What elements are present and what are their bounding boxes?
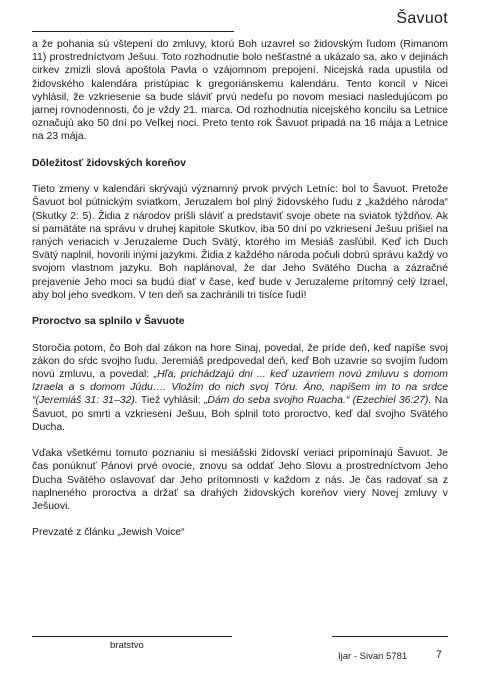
header-title: Šavuot <box>396 10 448 27</box>
paragraph-intro: a že pohania sú vštepení do zmluvy, ktorú Boh uzavrel so židovským ľudom (Rimanom 11) prostredníctvom Ješuu. Toto rozhodnutie bolo nešťastné a ukázalo sa, ako v dejinách cirkev zmizli slová apoštola Pavla o vzájomnom prepojení. Nicejská rada upustila od židovského kalendára pristúpiac k gregoriánskemu kalendáru. Tento koncil v Nicei vyhlásil, že vzkriesenie sa bude sláviť prvú nedeľu po novom mesiaci nasledujúcom po jarnej rovnodennosti, čo je vždy 21. marca. Od rozhodnutia nicejského koncilu sa Letnice označujú ako 50 dní po Veľkej noci. Preto tento rok Šavuot pripadá na 16 mája a Letnice na 23 mája. <box>32 39 448 143</box>
paragraph-roots: Tieto zmeny v kalendári skrývajú významný prvok prvých Letníc: bol to Šavuot. Pretože Šavuot bol pútnickým sviatkom, Jeruzalem bol plný židovského ľudu z „každého národa“ (Skutky 2: 5). Židia z národov prišli sláviť a predstaviť svoje obete na sviatok týždňov. Ak si pamätáte na správu v druhej kapitole Skutkov, iba 50 dní po vzkriesení Ješuu prišiel na raných veriacich v Jeruzaleme Duch Svätý, ktorého im Mesiáš zasľúbil. Keď ich Duch Svätý naplnil, hovorili inými jazykmi. Židia z každého národa počuli dobrú správu každý vo svojom vlastnom jazyku. Boh naplánoval, že dar Jeho Svätého Ducha a zázračné prejavenie Jeho moci sa budú diať v čase, keď bude v Jeruzaleme prítomný celý Izrael, aby bol jeho svedkom. V ten deň sa zachránili tri tisíce ľudí! <box>32 184 448 301</box>
footer-brand: bratstvo <box>110 640 144 651</box>
page-number: 7 <box>435 649 442 661</box>
quote-jeremiah: „Hľa, prichádzajú dni ... keď uzavriem novú zmluvu s domom Izraela a s domom Júdu…. Vložím do nich svoj Tóru. Áno, napíšem im to na srdce “(Jeremiáš 31: 31–32). <box>32 369 448 407</box>
footer-rule-right <box>332 636 448 637</box>
page-footer <box>32 634 448 664</box>
article-body <box>32 38 448 553</box>
page-header <box>32 10 448 34</box>
quote-ezekiel: „Dám do seba svojho Ruacha.“ (Ezechiel 36:27). <box>203 395 432 407</box>
header-rule <box>32 31 234 32</box>
prophecy-text-2: Tiež vyhlásil: <box>140 395 201 407</box>
source-note: Prevzaté z článku „Jewish Voice“ <box>32 527 185 539</box>
section-heading-prophecy: Proroctvo sa splnilo v Šavuote <box>32 316 185 328</box>
prophecy-text-1: Storočia potom, čo Boh dal zákon na hore Sinaj, povedal, že príde deň, keď napíše svoj zákon do sŕdc svojho ľudu. Jeremiáš predpovedal deň, keď Boh uzavrie so svojím ľudom novú zmluvu, a povedal: <box>32 342 448 381</box>
section-heading-roots: Dôležitosť židovských koreňov <box>32 157 187 169</box>
paragraph-conclusion: Vďaka všetkému tomuto poznaniu si mesiášski židovskí veriaci pripomínajú Šavuot. Je čas ponúknuť Pánovi prvé ovocie, znovu sa oddať Jeho Slovu a prostredníctvom Jeho Ducha Svätého oslavovať dar Jeho prítomnosti v každom z nás. Je čas radovať sa z naplneného proroctva a držať sa drahých židovských koreňov viery Novej zmluvy v Ješuovi. <box>32 448 448 513</box>
paragraph-prophecy <box>32 342 448 434</box>
prophecy-text-3: Na Šavuot, po smrti a vzkriesení Ješuu, Boh splnil toto proroctvo, keď dal svojho Svätého Ducha. <box>32 395 448 433</box>
footer-rule-left <box>32 636 232 637</box>
footer-issue: Ijar - Sivan 5781 <box>338 651 408 662</box>
